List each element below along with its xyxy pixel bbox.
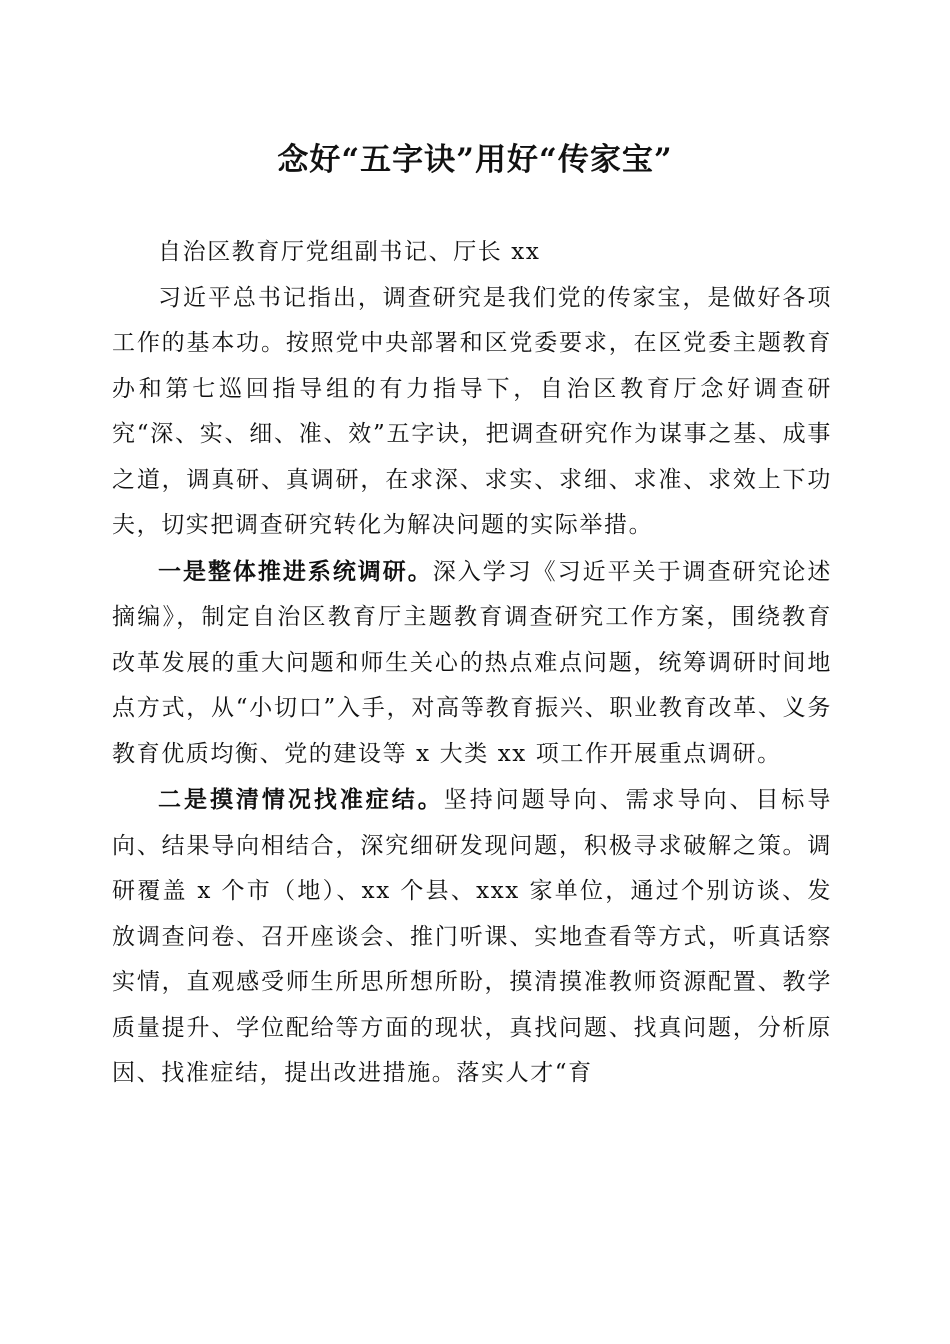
section-text: 深入学习《习近平关于调查研究论述摘编》，制定自治区教育厅主题教育调查研究工作方案，围绕教育改革发展的重大问题和师生关心的热点难点问题，统筹调研时间地点方式，从“小切口”入手，对高等教育振兴、职业教育改革、义务教育优质均衡、党的建设等 x 大类 xx 项工作开展重点调研。 [112,558,832,767]
section-heading: 一是整体推进系统调研。 [158,557,433,585]
section-text: 坚持问题导向、需求导向、目标导向、结果导向相结合，深究细研发现问题，积极寻求破解之策。调研覆盖 x 个市（地）、xx 个县、xxx 家单位，通过个别访谈、发放调查问卷、召开座谈会、推门听课、实地查看等方式，听真话察实情，直观感受师生所思所想所盼，摸清摸准教师资源配置、教学质量提升、学位配给等方面的现状，真找问题、找真问题，分析原因、找准症结，提出改进措施。落实人才“育 [112,787,832,1086]
author-line: 自治区教育厅党组副书记、厅长 xx [158,239,541,265]
section-paragraph [112,777,832,1097]
intro-paragraph: 习近平总书记指出，调查研究是我们党的传家宝，是做好各项工作的基本功。按照党中央部署和区党委要求，在区党委主题教育办和第七巡回指导组的有力指导下，自治区教育厅念好调查研究“深、实、细、准、效”五字诀，把调查研究作为谋事之基、成事之道，调真研、真调研，在求深、求实、求细、求准、求效上下功夫，切实把调查研究转化为解决问题的实际举措。 [112,284,832,538]
document-body [112,230,832,1097]
section-heading: 二是摸清情况找准症结。 [158,786,444,813]
section-paragraph [112,549,832,778]
document-title: 念好“五字诀”用好“传家宝” [277,142,673,178]
